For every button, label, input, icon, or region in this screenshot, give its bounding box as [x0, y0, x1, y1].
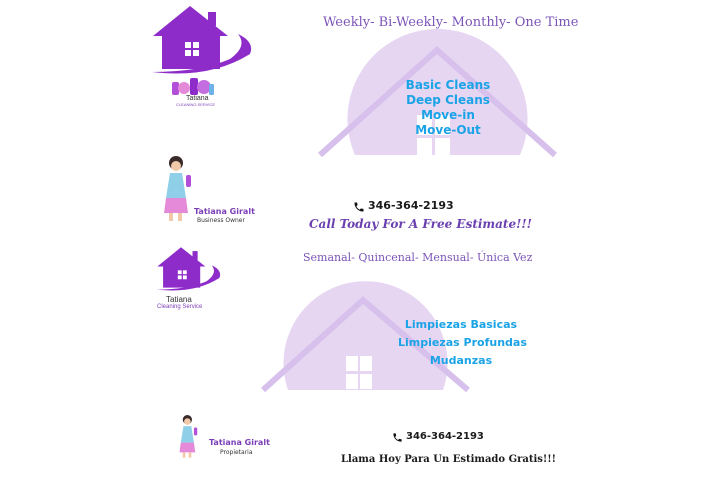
call-to-action: Llama Hoy Para Un Estimado Gratis!!! — [341, 454, 557, 465]
owner-name: Tatiana Giralt — [194, 207, 255, 216]
logo-subtitle: Cleaning Service — [157, 304, 203, 310]
logo-name: Tatiana — [186, 95, 209, 102]
logo-subtitle: CLEANING SERVICE — [176, 102, 216, 107]
service-item: Move-in — [421, 108, 475, 122]
phone-icon — [392, 432, 403, 443]
service-item: Move-Out — [415, 123, 481, 137]
owner-role: Propietaria — [220, 449, 253, 456]
cleaning-supplies-icon — [170, 72, 215, 96]
phone-number[interactable]: 346-364-2193 — [368, 199, 454, 212]
phone-number[interactable]: 346-364-2193 — [406, 431, 484, 442]
call-to-action: Call Today For A Free Estimate!!! — [309, 217, 532, 231]
service-frequency: Semanal- Quincenal- Mensual- Única Vez — [303, 251, 533, 264]
owner-name: Tatiana Giralt — [209, 438, 270, 447]
service-item: Basic Cleans — [405, 78, 491, 92]
service-item: Limpiezas Profundas — [398, 336, 527, 349]
logo-name: Tatiana — [166, 295, 192, 304]
service-list — [398, 316, 527, 370]
owner-role: Business Owner — [197, 217, 245, 224]
service-item: Mudanzas — [429, 354, 493, 367]
house-logo-icon — [150, 4, 255, 79]
service-frequency: Weekly- Bi-Weekly- Monthly- One Time — [323, 15, 579, 30]
cleaning-lady-icon — [175, 413, 205, 459]
service-item: Limpiezas Basicas — [404, 318, 518, 331]
service-item: Deep Cleans — [406, 93, 490, 107]
phone-icon — [353, 201, 365, 213]
house-logo-icon — [154, 246, 224, 294]
service-list — [398, 78, 498, 138]
